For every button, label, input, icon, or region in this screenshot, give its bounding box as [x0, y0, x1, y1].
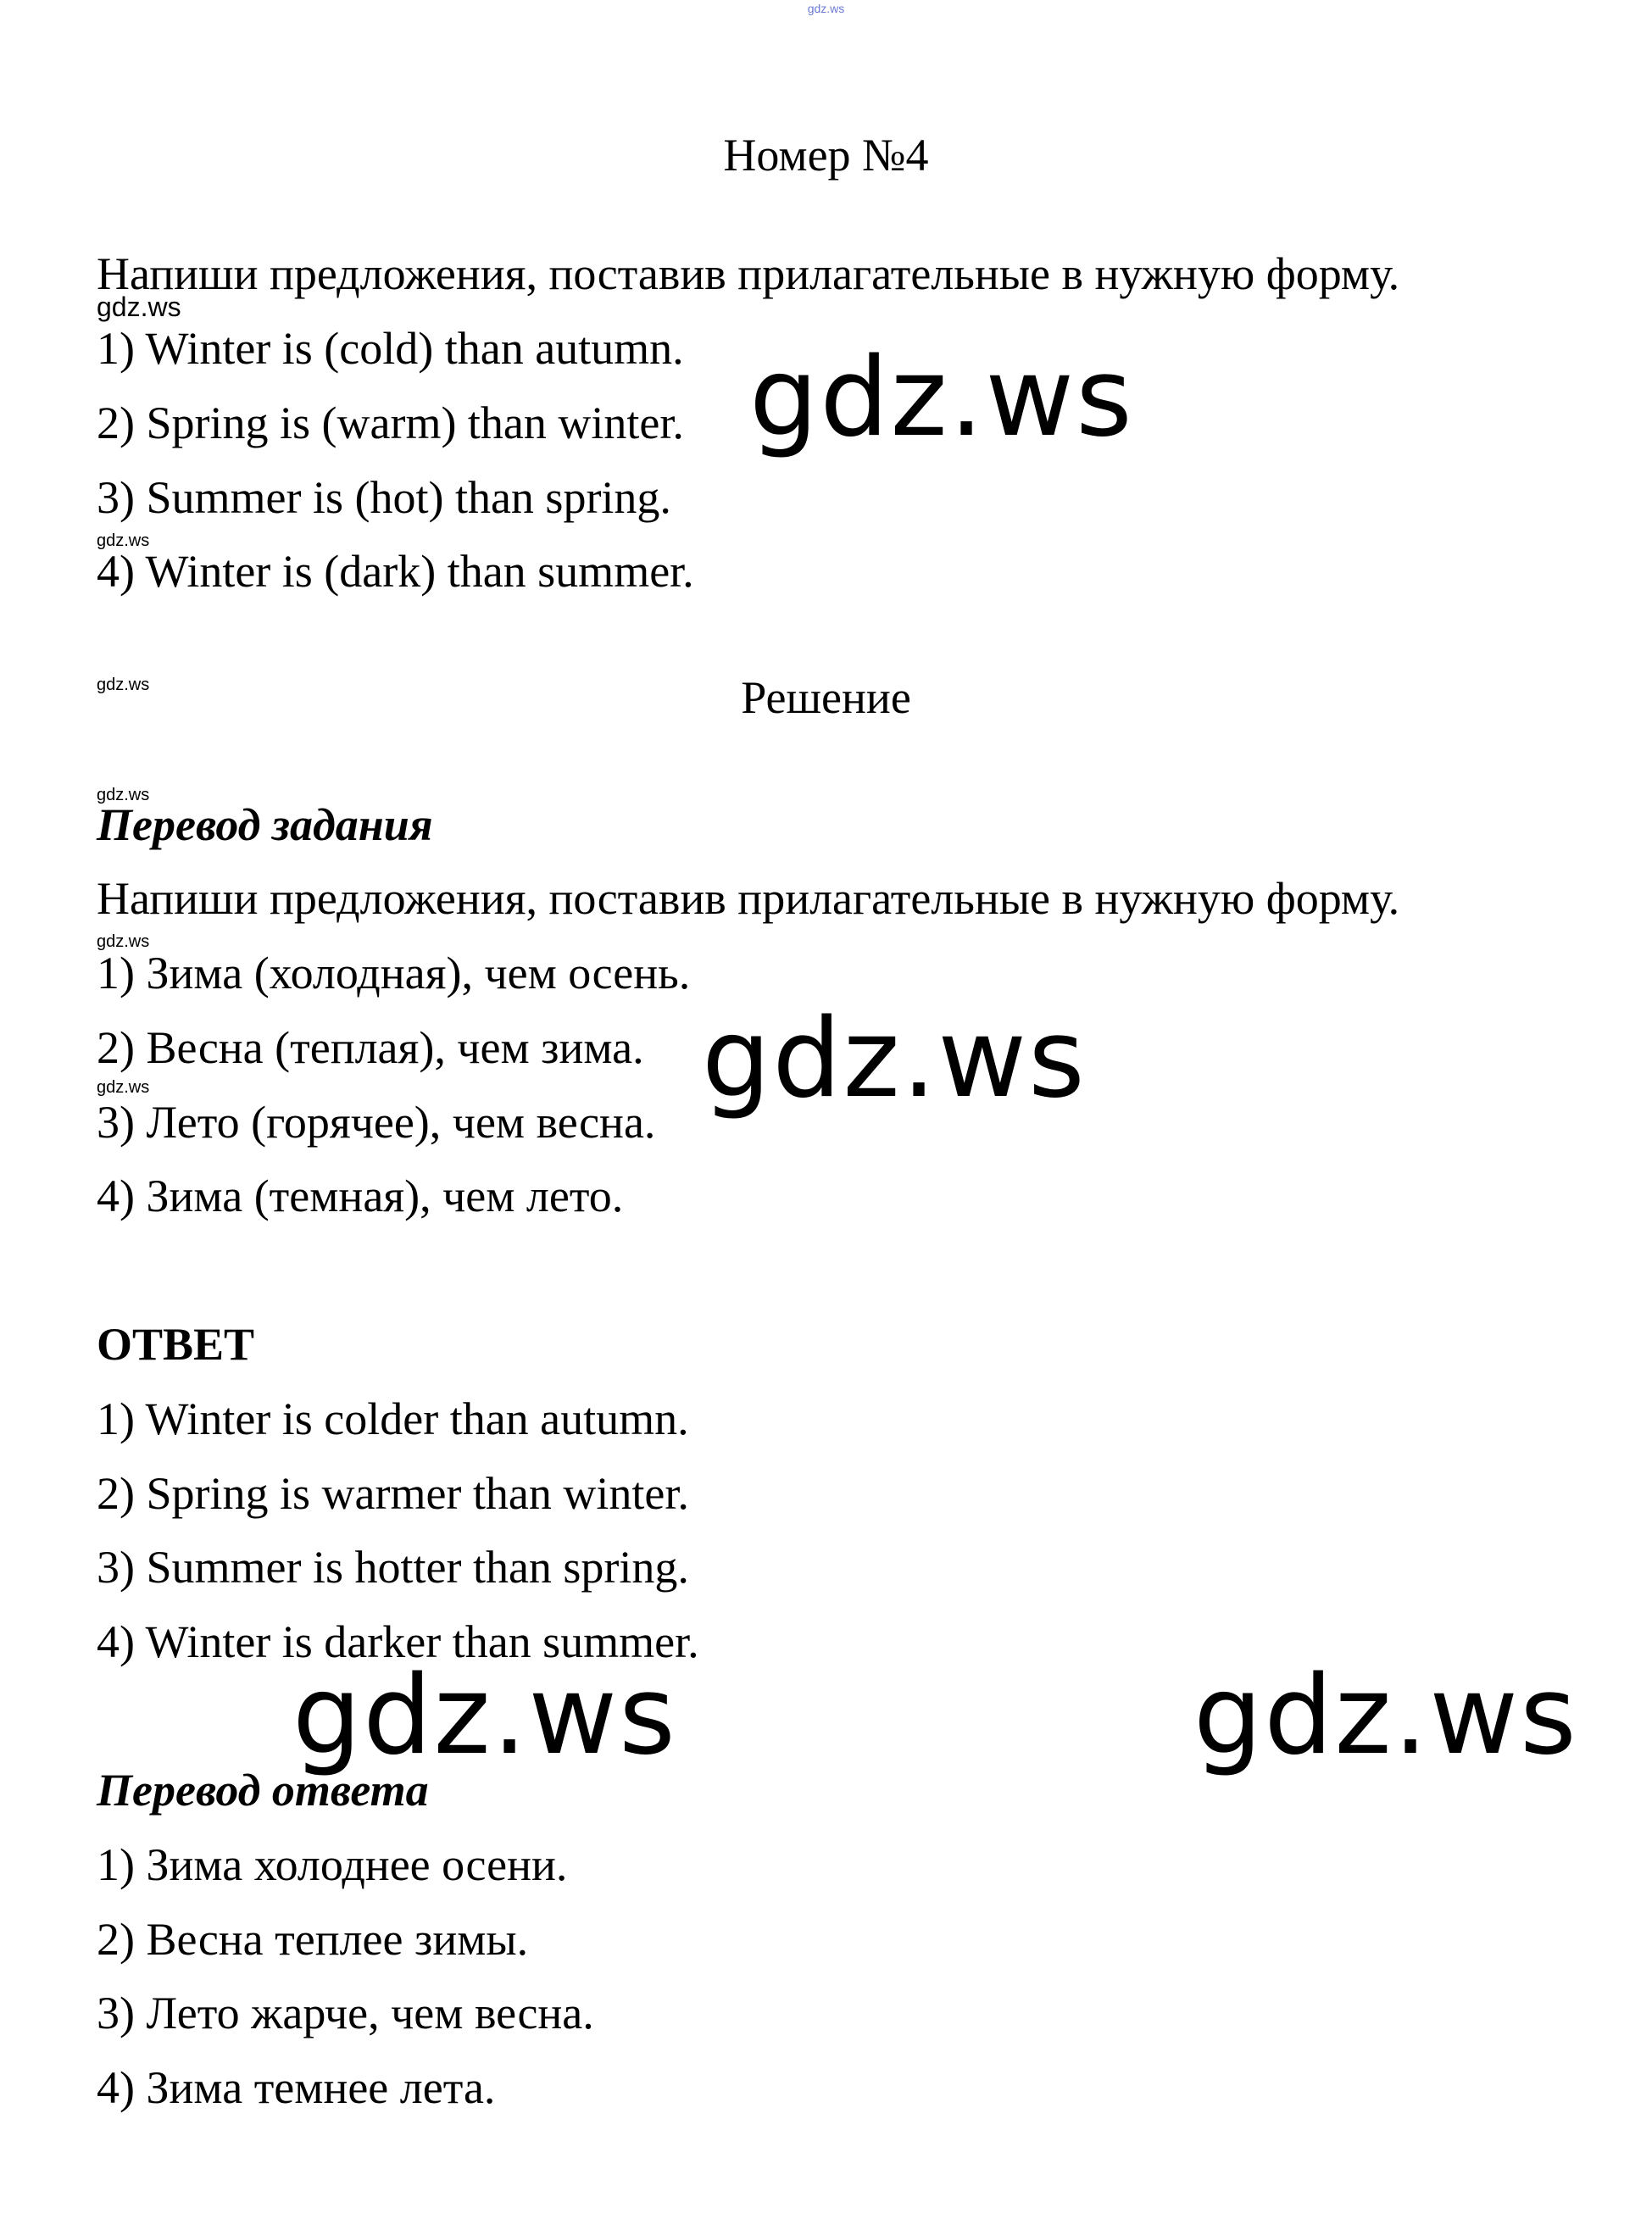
- answer-translation-item: 1) Зима холоднее осени.: [97, 1839, 568, 1890]
- task-instruction: Напиши предложения, поставив прилагательные в нужную форму.: [97, 248, 1400, 299]
- translation-item: 4) Зима (темная), чем лето.: [97, 1171, 624, 1221]
- small-watermark: gdz.ws: [97, 676, 150, 694]
- translation-heading: Перевод задания: [97, 799, 433, 850]
- task-item: 1) Winter is (cold) than autumn.: [97, 323, 684, 374]
- big-watermark: gdz.ws: [749, 335, 1134, 461]
- small-watermark: gdz.ws: [97, 932, 150, 951]
- page-title: Номер №4: [723, 130, 929, 181]
- big-watermark: gdz.ws: [702, 996, 1087, 1122]
- translation-item: 2) Весна (теплая), чем зима.: [97, 1022, 644, 1073]
- answer-item: 1) Winter is colder than autumn.: [97, 1393, 689, 1444]
- answer-item: 4) Winter is darker than summer.: [97, 1616, 699, 1667]
- big-watermark: gdz.ws: [292, 1653, 677, 1779]
- solution-heading: Решение: [741, 672, 911, 723]
- task-item: 2) Spring is (warm) than winter.: [97, 398, 684, 448]
- top-tiny-watermark: gdz.ws: [807, 2, 845, 15]
- small-watermark: gdz.ws: [97, 1078, 150, 1097]
- answer-translation-item: 3) Лето жарче, чем весна.: [97, 1988, 594, 2038]
- translation-item: 1) Зима (холодная), чем осень.: [97, 948, 691, 998]
- answer-translation-heading: Перевод ответа: [97, 1765, 429, 1816]
- small-watermark: gdz.ws: [97, 292, 181, 322]
- translation-instruction: Напиши предложения, поставив прилагательные в нужную форму.: [97, 873, 1400, 924]
- task-item: 4) Winter is (dark) than summer.: [97, 546, 694, 597]
- small-watermark: gdz.ws: [97, 531, 150, 550]
- big-watermark: gdz.ws: [1193, 1653, 1578, 1779]
- answer-translation-item: 2) Весна теплее зимы.: [97, 1914, 529, 1965]
- answer-translation-item: 4) Зима темнее лета.: [97, 2062, 496, 2113]
- task-item: 3) Summer is (hot) than spring.: [97, 472, 671, 523]
- translation-item: 3) Лето (горячее), чем весна.: [97, 1097, 656, 1148]
- answer-item: 2) Spring is warmer than winter.: [97, 1468, 689, 1519]
- answer-item: 3) Summer is hotter than spring.: [97, 1542, 689, 1593]
- answer-heading: ОТВЕТ: [97, 1319, 255, 1370]
- small-watermark: gdz.ws: [97, 786, 150, 804]
